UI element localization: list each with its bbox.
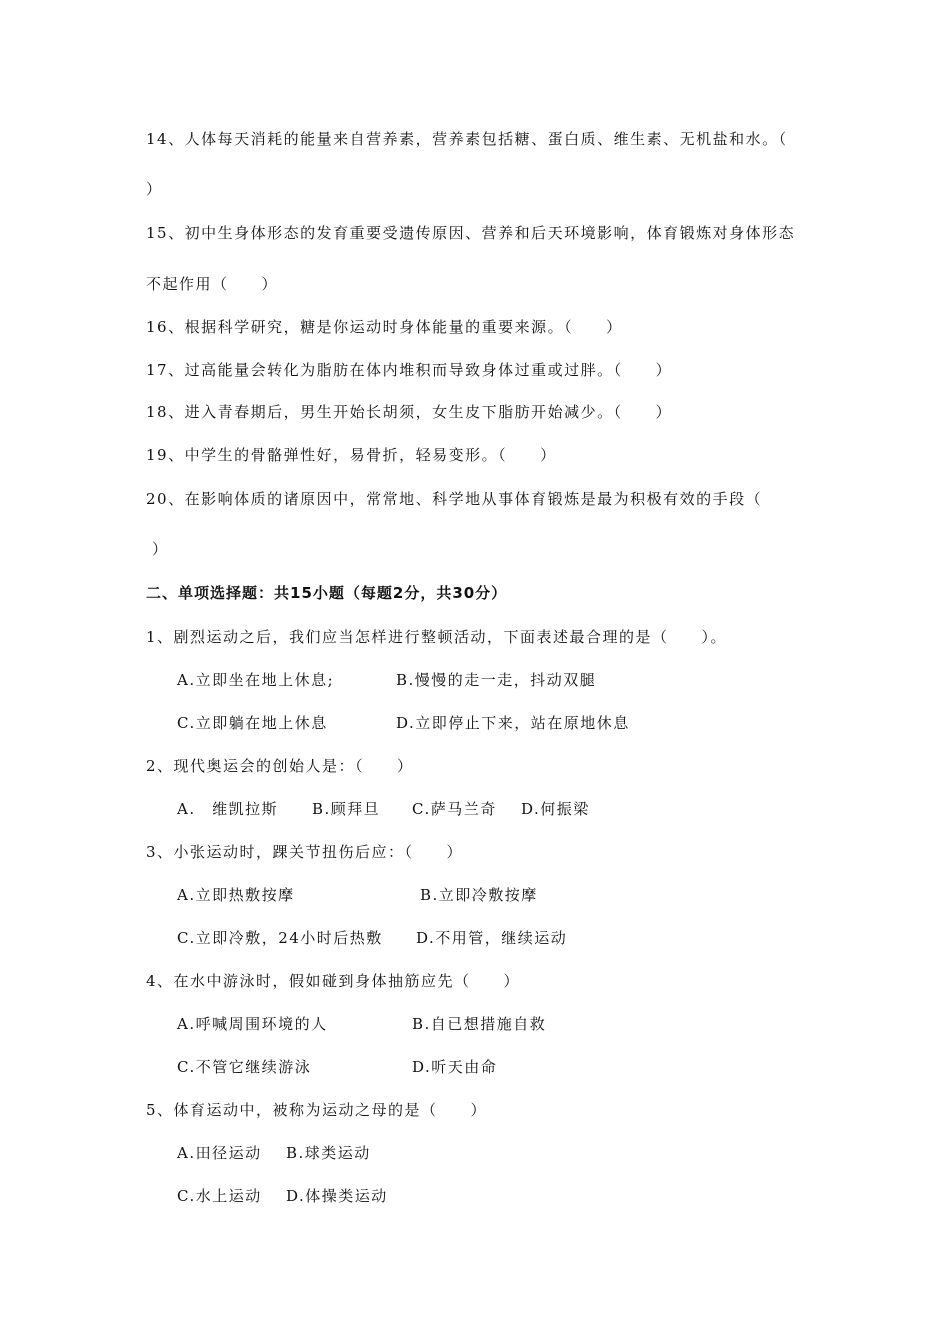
mc-question-1: 1、剧烈运动之后，我们应当怎样进行整顿活动，下面表述最合理的是（ ）。: [146, 628, 728, 646]
mc-5-option-c: C.水上运动: [177, 1187, 262, 1205]
mc-3-option-b: B.立即冷敷按摩: [420, 886, 538, 904]
question-18: 18、进入青春期后，男生开始长胡须，女生皮下脂肪开始减少。（ ）: [146, 403, 673, 421]
mc-3-option-d: D.不用管，继续运动: [416, 929, 568, 947]
mc-4-option-c: C.不管它继续游泳: [177, 1058, 312, 1076]
mc-1-option-b: B.慢慢的走一走，抖动双腿: [396, 671, 597, 689]
mc-1-option-c: C.立即躺在地上休息: [177, 714, 328, 732]
mc-5-option-a: A.田径运动: [177, 1144, 262, 1162]
mc-5-option-b: B.球类运动: [286, 1144, 371, 1162]
mc-4-option-a: A.呼喊周围环境的人: [177, 1015, 328, 1033]
question-20: 20、在影响体质的诸原因中，常常地、科学地从事体育锻炼是最为积极有效的手段（: [146, 490, 763, 508]
question-14-blank: ）: [146, 180, 163, 198]
question-14: 14、人体每天消耗的能量来自营养素，营养素包括糖、蛋白质、维生素、无机盐和水。（: [146, 130, 788, 148]
mc-1-option-d: D.立即停止下来，站在原地休息: [396, 714, 630, 732]
question-16: 16、根据科学研究，糖是你运动时身体能量的重要来源。（ ）: [146, 318, 623, 336]
question-15-continued: 不起作用（ ）: [146, 275, 279, 293]
mc-question-2: 2、现代奥运会的创始人是：（ ）: [146, 757, 414, 775]
mc-question-4: 4、在水中游泳时，假如碰到身体抽筋应先（ ）: [146, 972, 521, 990]
question-17: 17、过高能量会转化为脂肪在体内堆积而导致身体过重或过胖。（ ）: [146, 361, 673, 379]
mc-1-option-a: A.立即坐在地上休息;: [177, 671, 335, 689]
mc-3-option-c: C.立即冷敷，24小时后热敷: [177, 929, 383, 947]
mc-2-option-c: C.萨马兰奇: [412, 800, 497, 818]
mc-3-option-a: A.立即热敷按摩: [177, 886, 295, 904]
mc-2-option-d: D.何振梁: [521, 800, 590, 818]
mc-2-option-a: A. 维凯拉斯: [177, 800, 279, 818]
mc-4-option-d: D.听天由命: [412, 1058, 498, 1076]
mc-question-3: 3、小张运动时，踝关节扭伤后应：（ ）: [146, 843, 464, 861]
mc-5-option-d: D.体操类运动: [286, 1187, 388, 1205]
mc-4-option-b: B.自已想措施自救: [412, 1015, 547, 1033]
question-15: 15、初中生身体形态的发育重要受遗传原因、营养和后天环境影响，体育锻炼对身体形态: [146, 224, 796, 242]
mc-question-5: 5、体育运动中，被称为运动之母的是（ ）: [146, 1101, 488, 1119]
section-heading: 二、单项选择题：共15小题（每题2分，共30分）: [146, 584, 508, 602]
question-20-blank: ）: [152, 540, 169, 558]
question-19: 19、中学生的骨骼弹性好，易骨折，轻易变形。（ ）: [146, 446, 557, 464]
mc-2-option-b: B.顾拜旦: [312, 800, 381, 818]
